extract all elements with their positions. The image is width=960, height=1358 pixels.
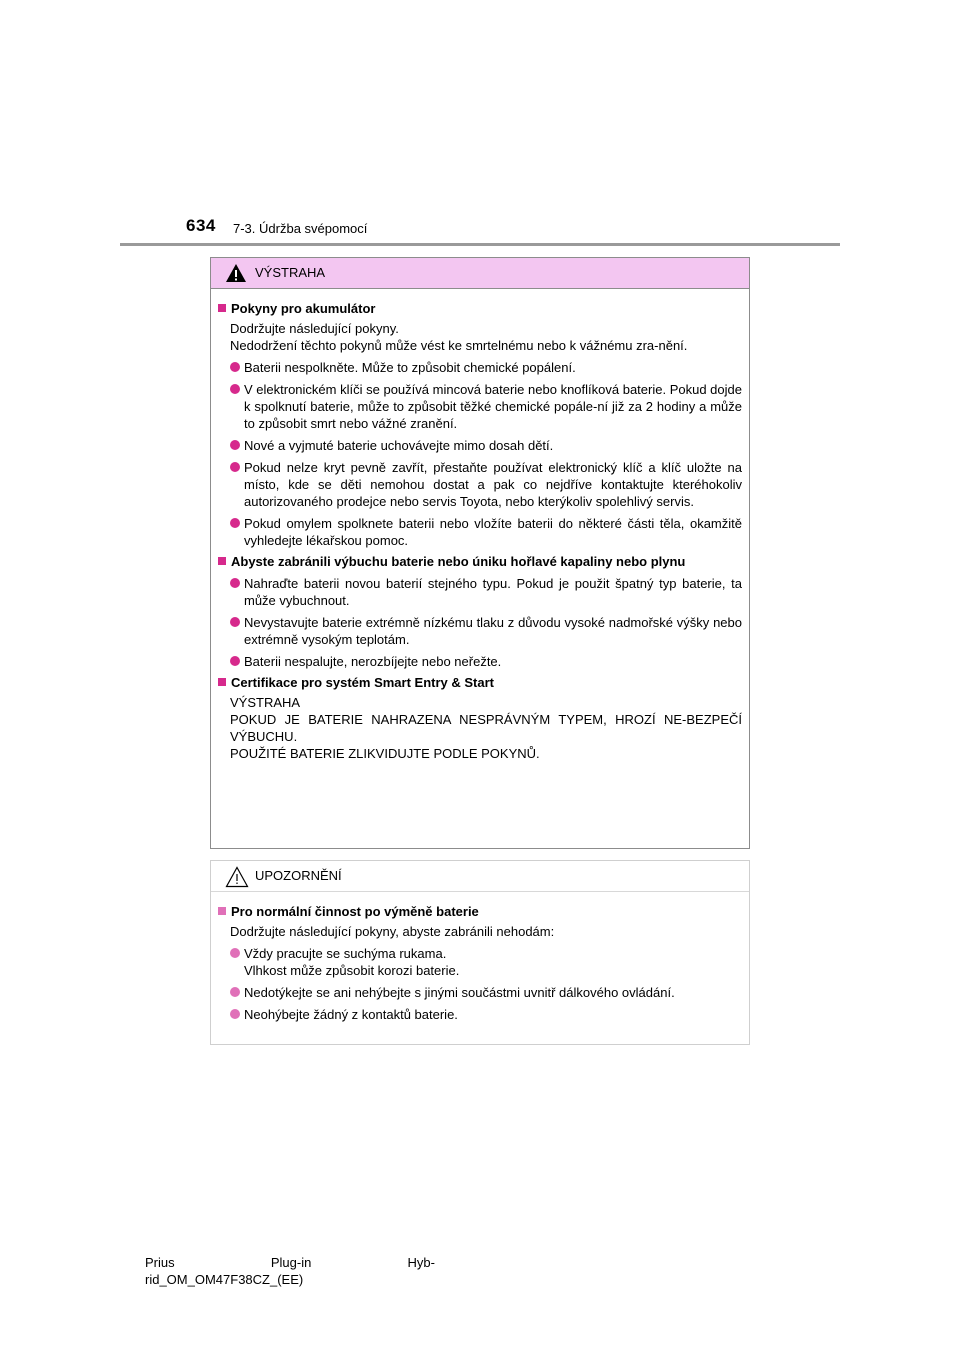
bullet-dot-icon [230, 362, 240, 372]
list-item: Neohýbejte žádný z kontaktů baterie. [218, 1006, 742, 1023]
list-item: Vždy pracujte se suchýma rukama. Vlhkost může způsobit korozi baterie. [218, 945, 742, 979]
list-item: Baterii nespalujte, nerozbíjejte nebo neřežte. [218, 653, 742, 670]
section-heading: Pokyny pro akumulátor [218, 300, 742, 317]
caution-triangle-icon [225, 866, 249, 888]
paragraph: Nedodržení těchto pokynů může vést ke smrtelnému nebo k vážnému zra-nění. [230, 338, 688, 353]
warning-box [210, 257, 750, 849]
bullet-dot-icon [230, 617, 240, 627]
list-item: V elektronickém klíči se používá mincová baterie nebo knoflíková baterie. Pokud dojde k spolknutí baterie, může to způsobit těžké chemické popále-ní již za 2 hodiny a může to způsobit smrt nebo vážné zranění. [218, 381, 742, 432]
paragraph: POUŽITÉ BATERIE ZLIKVIDUJTE PODLE POKYNŮ. [230, 746, 540, 761]
list-item: Pokud nelze kryt pevně zavřít, přestaňte používat elektronický klíč a klíč uložte na místo, kde se děti nemohou dostat a pak co nejdříve kontaktujte kteréhokoliv autorizovaného prodejce nebo servis Toyota, nebo kterýkoliv spolehlivý servis. [218, 459, 742, 510]
bullet-dot-icon [230, 384, 240, 394]
bullet-dot-icon [230, 578, 240, 588]
square-bullet-icon [218, 557, 226, 565]
list-item: Pokud omylem spolknete baterii nebo vložíte baterii do některé části těla, okamžitě vyhledejte lékařskou pomoc. [218, 515, 742, 549]
square-bullet-icon [218, 304, 226, 312]
bullet-dot-icon [230, 1009, 240, 1019]
paragraph: Dodržujte následující pokyny. [230, 321, 399, 336]
square-bullet-icon [218, 907, 226, 915]
section-title: 7-3. Údržba svépomocí [233, 221, 368, 236]
footer [145, 1254, 435, 1288]
list-item: Baterii nespolkněte. Může to způsobit chemické popálení. [218, 359, 742, 376]
footer-word: Prius [145, 1255, 175, 1270]
caution-title: UPOZORNĚNÍ [255, 868, 342, 883]
bullet-dot-icon [230, 462, 240, 472]
list-item: Nové a vyjmuté baterie uchovávejte mimo dosah dětí. [218, 437, 742, 454]
paragraph: VÝSTRAHA [230, 695, 301, 710]
footer-doc-id: rid_OM_OM47F38CZ_(EE) [145, 1272, 304, 1287]
bullet-dot-icon [230, 440, 240, 450]
bullet-dot-icon [230, 518, 240, 528]
warning-title: VÝSTRAHA [255, 265, 326, 280]
caution-box [210, 860, 750, 1045]
section-heading: Pro normální činnost po výměně baterie [218, 903, 742, 920]
paragraph: POKUD JE BATERIE NAHRAZENA NESPRÁVNÝM TYPEM, HROZÍ NE-BEZPEČÍ VÝBUCHU. [230, 712, 742, 744]
warning-triangle-icon [225, 263, 247, 283]
warning-header [211, 258, 749, 289]
warning-body [211, 289, 749, 762]
page-number: 634 [186, 216, 216, 235]
section-heading: Certifikace pro systém Smart Entry & Start [218, 674, 742, 691]
paragraph: Dodržujte následující pokyny, abyste zabránili nehodám: [230, 924, 555, 939]
list-item: Nahraďte baterii novou baterií stejného typu. Pokud je použit špatný typ baterie, ta může vybuchnout. [218, 575, 742, 609]
caution-header [211, 861, 749, 892]
list-item: Nedotýkejte se ani nehýbejte s jinými součástmi uvnitř dálkového ovládání. [218, 984, 742, 1001]
section-heading: Abyste zabránili výbuchu baterie nebo úniku hořlavé kapaliny nebo plynu [218, 553, 742, 570]
bullet-dot-icon [230, 948, 240, 958]
footer-word: Hyb- [407, 1255, 435, 1270]
list-item: Nevystavujte baterie extrémně nízkému tlaku z důvodu vysoké nadmořské výšky nebo extrémně vysokým teplotám. [218, 614, 742, 648]
bullet-dot-icon [230, 656, 240, 666]
header-rule [120, 243, 840, 246]
bullet-dot-icon [230, 987, 240, 997]
caution-body [211, 892, 749, 1023]
square-bullet-icon [218, 678, 226, 686]
footer-word: Plug-in [270, 1255, 312, 1270]
